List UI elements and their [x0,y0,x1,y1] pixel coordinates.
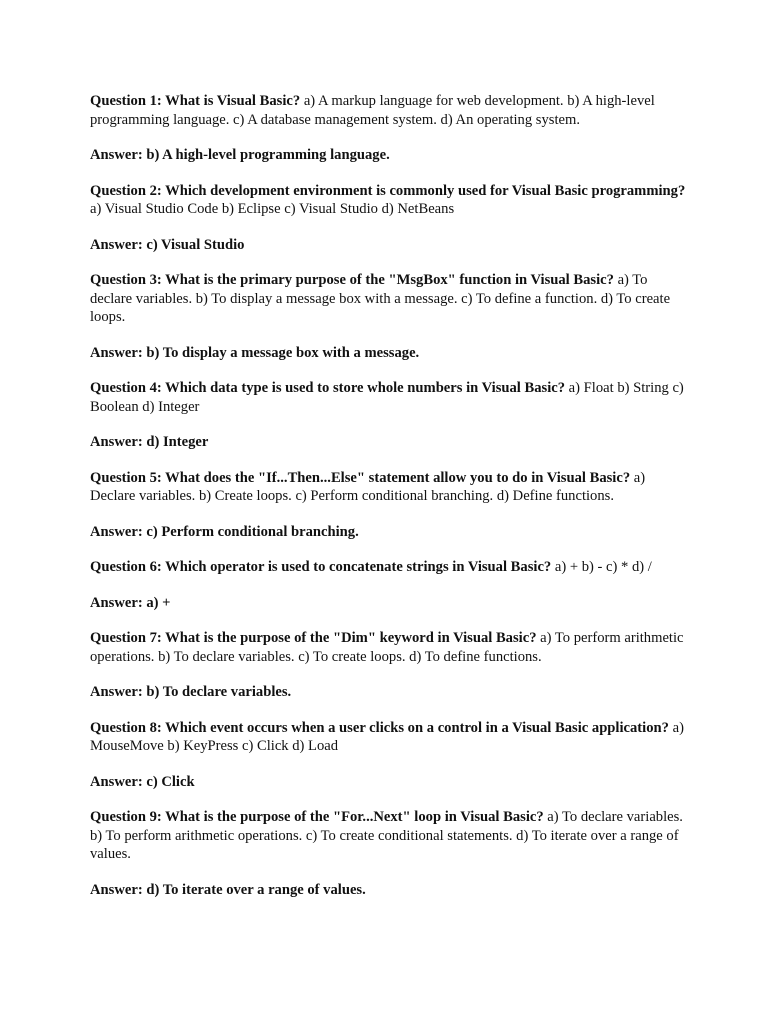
question-options: a) To perform arithmetic operations. b) To declare variables. c) To create loops. d) To define functions. [90,630,684,665]
answer-4: Answer: d) Integer [90,434,209,450]
question-text: Question 9: What is the purpose of the "For...Next" loop in Visual Basic? [90,809,544,825]
question-text: Question 3: What is the primary purpose of the "MsgBox" function in Visual Basic? [90,272,614,288]
question-5 [90,469,690,506]
question-options: a) To declare variables. b) To perform arithmetic operations. c) To create conditional statements. d) To iterate over a range of values. [90,809,683,862]
question-3 [90,271,690,327]
question-options: a) To declare variables. b) To display a message box with a message. c) To define a function. d) To create loops. [90,272,671,325]
question-options: a) MouseMove b) KeyPress c) Click d) Load [90,719,684,754]
question-options: a) Declare variables. b) Create loops. c) Perform conditional branching. d) Define functions. [90,469,646,504]
answer-1: Answer: b) A high-level programming language. [90,147,390,163]
question-text: Question 6: Which operator is used to concatenate strings in Visual Basic? [90,559,552,575]
question-text: Question 4: Which data type is used to store whole numbers in Visual Basic? [90,380,566,396]
question-8 [90,719,690,756]
question-6 [90,558,690,577]
question-1 [90,92,690,129]
question-options: a) Float b) String c) Boolean d) Integer [90,380,684,415]
question-text: Question 1: What is Visual Basic? [90,93,301,109]
answer-5: Answer: c) Perform conditional branching. [90,523,359,540]
question-text: Question 7: What is the purpose of the "Dim" keyword in Visual Basic? [90,630,537,646]
answer-8: Answer: c) Click [90,773,195,790]
answer-3: Answer: b) To display a message box with a message. [90,344,420,361]
answer-7: Answer: b) To declare variables. [90,684,292,700]
answer-2: Answer: c) Visual Studio [90,236,245,253]
question-text: Question 5: What does the "If...Then...Else" statement allow you to do in Visual Basic? [90,469,631,486]
question-text: Question 2: Which development environment is commonly used for Visual Basic programming? [90,182,686,199]
question-9 [90,808,690,864]
answer-6: Answer: a) + [90,594,171,611]
question-options: a) Visual Studio Code b) Eclipse c) Visual Studio d) NetBeans [90,201,455,217]
question-options: a) A markup language for web development. b) A high-level programming language. c) A database management system. d) An operating system. [90,93,655,128]
question-7 [90,629,690,666]
answer-9: Answer: d) To iterate over a range of values. [90,881,366,898]
question-4 [90,379,690,416]
question-options: a) + b) - c) * d) / [551,559,652,575]
document-page [90,92,690,916]
question-text: Question 8: Which event occurs when a user clicks on a control in a Visual Basic application? [90,719,669,736]
question-2 [90,182,690,219]
